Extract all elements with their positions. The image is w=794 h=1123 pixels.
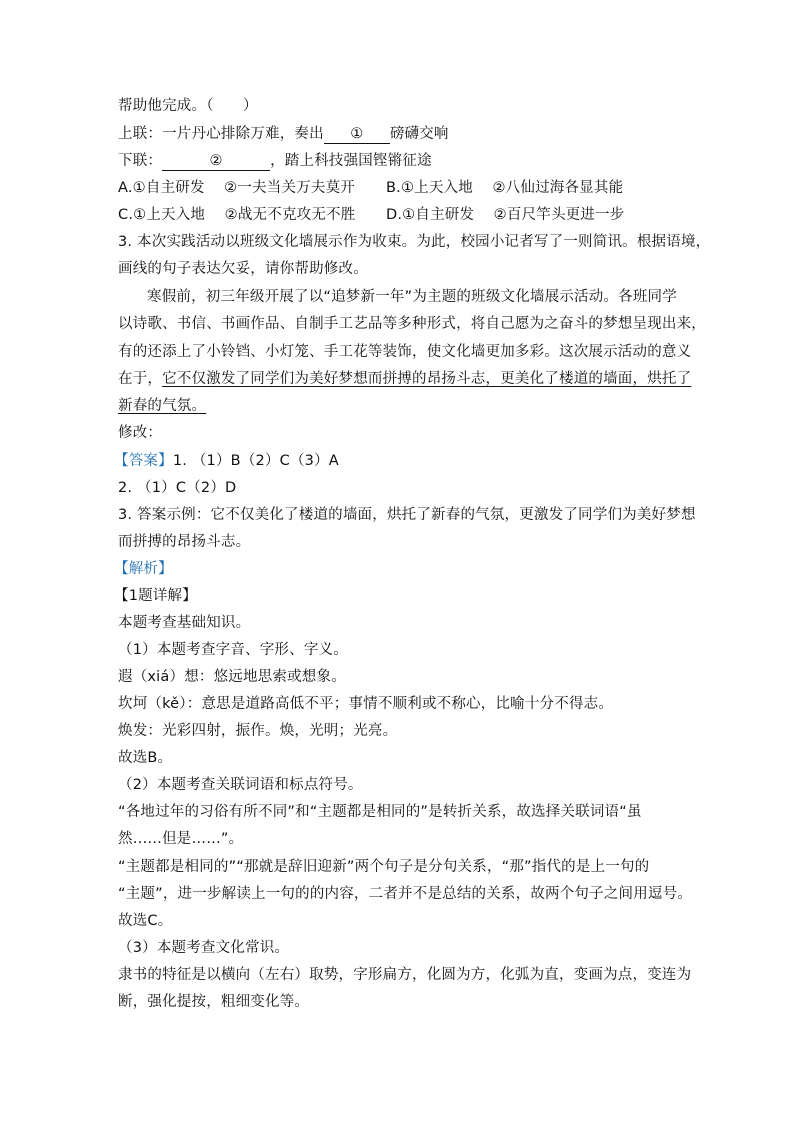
passage-line-5 (118, 396, 206, 416)
underlined-sentence-part-1: 它不仅激发了同学们为美好梦想而拼搏的昂扬斗志，更美化了楼道的墙面，烘托了 (162, 371, 692, 387)
underlined-sentence-part-2: 新春的气氛。 (118, 398, 207, 414)
answer-tag: 【答案】 (114, 453, 173, 469)
analysis-line: 遐（xiá）想：悠远地思索或想象。 (118, 669, 346, 685)
analysis-line: 断，强化提按，粗细变化等。 (118, 994, 310, 1010)
analysis-line: （1）本题考查字音、字形、字义。 (118, 642, 348, 658)
answer-line-1 (114, 451, 339, 471)
options-row-1 (118, 178, 623, 198)
couplet-lower (118, 151, 432, 171)
analysis-tag: 【解析】 (114, 561, 173, 577)
option-c: C.①上天入地 ②战无不克攻无不胜 (118, 207, 356, 223)
analysis-line: “各地过年的习俗有所不同”和“主题都是相同的”是转折关系，故选择关联词语“虽 (118, 804, 642, 820)
analysis-line: 坎坷（kě）：意思是道路高低不平；事情不顺利或不称心，比喻十分不得志。 (118, 696, 614, 712)
option-d: D.①自主研发 ②百尺竿头更进一步 (386, 207, 625, 223)
analysis-line: 然……但是……”。 (118, 831, 244, 847)
passage-line-4 (118, 369, 691, 389)
revise-label: 修改： (118, 425, 163, 441)
couplet-lower-post: ，踏上科技强国铿锵征途 (270, 153, 432, 169)
option-b: B.①上天入地 ②八仙过海各显其能 (386, 180, 624, 196)
options-row-2 (118, 205, 624, 225)
question-3-line-2: 画线的句子表达欠妥，请你帮助修改。 (118, 261, 368, 277)
couplet-lower-blank: ② (162, 152, 270, 171)
couplet-upper (118, 124, 449, 144)
analysis-line: 故选C。 (118, 913, 173, 929)
answer-3-line-1: 3. 答案示例：它不仅美化了楼道的墙面，烘托了新春的气氛，更激发了同学们为美好梦想 (118, 507, 696, 523)
analysis-line: “主题”，进一步解读上一句的的内容，二者并不是总结的关系，故两个句子之间用逗号。 (118, 886, 693, 902)
answer-1: 1. （1）B（2）C（3）A (172, 453, 339, 469)
analysis-line: （3）本题考查文化常识。 (118, 940, 290, 956)
passage-line-1: 寒假前，初三年级开展了以“追梦新一年”为主题的班级文化墙展示活动。各班同学 (147, 289, 677, 305)
analysis-line: 焕发：光彩四射，振作。焕，光明；光亮。 (118, 723, 398, 739)
answer-3-line-2: 而拼搏的昂扬斗志。 (118, 534, 251, 550)
analysis-line: 隶书的特征是以横向（左右）取势，字形扁方，化圆为方，化弧为直，变画为点，变连为 (118, 967, 692, 983)
analysis-line: （2）本题考查关联词语和标点符号。 (118, 777, 363, 793)
option-a: A.①自主研发 ②一夫当关万夫莫开 (118, 180, 355, 196)
answer-2: 2. （1）C（2）D (118, 480, 237, 496)
passage-line-3: 有的还添上了小铃铛、小灯笼、手工花等装饰，使文化墙更加多彩。这次展示活动的意义 (118, 344, 692, 360)
analysis-line: 本题考查基础知识。 (118, 615, 251, 631)
passage-line-2: 以诗歌、书信、书画作品、自制手工艺品等多种形式，将自己愿为之奋斗的梦想呈现出来， (118, 316, 706, 332)
couplet-upper-pre: 上联：一片丹心排除万难，奏出 (118, 126, 324, 142)
passage-line-4-pre: 在于， (118, 371, 163, 387)
question-intro: 帮助他完成。（ ） (118, 98, 258, 114)
couplet-upper-blank: ① (324, 125, 390, 144)
analysis-line: “主题都是相同的”“那就是辞旧迎新”两个句子是分句关系，“那”指代的是上一句的 (118, 859, 650, 875)
couplet-lower-pre: 下联： (118, 153, 163, 169)
couplet-upper-post: 磅礴交响 (389, 126, 449, 142)
question-3-line-1: 3. 本次实践活动以班级文化墙展示作为收束。为此，校园小记者写了一则简讯。根据语境， (118, 234, 711, 250)
detail-title: 【1题详解】 (114, 588, 197, 604)
analysis-line: 故选B。 (118, 750, 173, 766)
